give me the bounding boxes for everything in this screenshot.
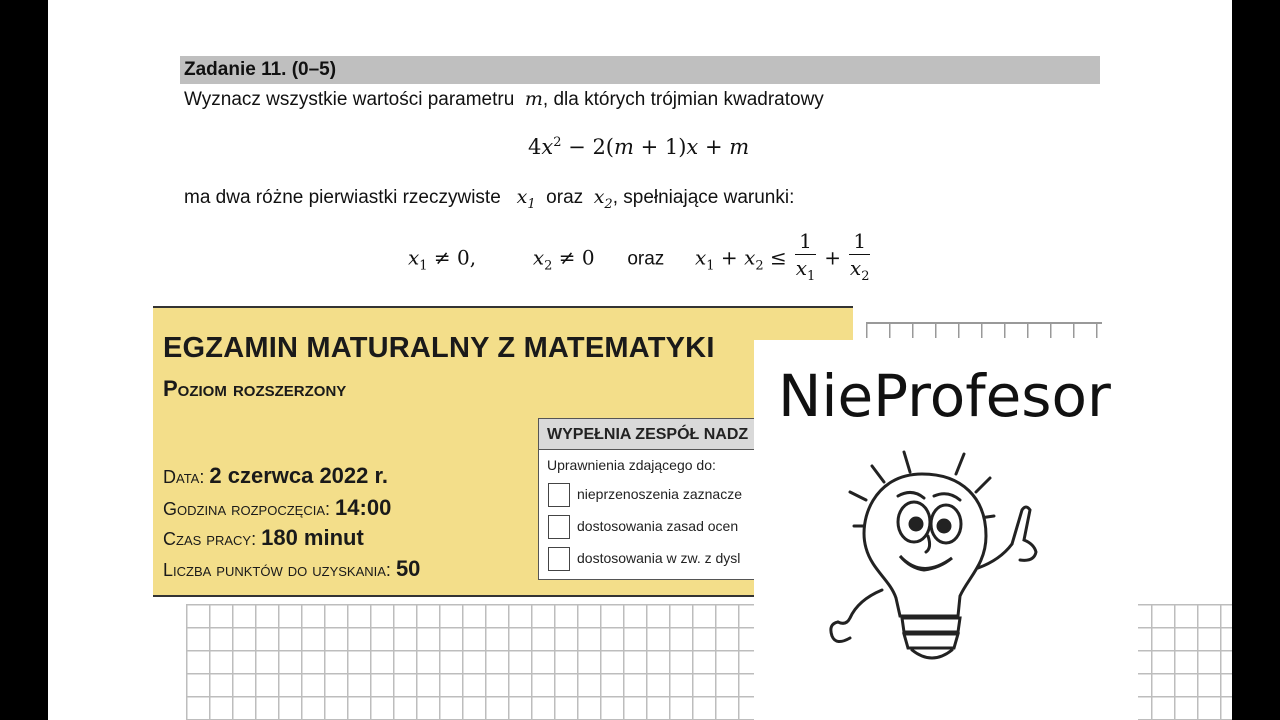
poly-lead: 4 [528, 135, 542, 159]
exam-duration: Czas pracy: 180 minut [163, 525, 364, 550]
logo-text: NieProfesor [778, 362, 1111, 430]
poly-plus: + [698, 135, 730, 159]
fraction-1-over-x1: $\frac{1}{x_1}$ [795, 229, 816, 284]
checkbox-1-label: nieprzenoszenia zaznacze [577, 486, 742, 502]
polynomial [528, 135, 749, 159]
supervisor-box-header: WYPEŁNIA ZESPÓŁ NADZ [539, 419, 839, 450]
exam-title: EGZAMIN MATURALNY Z MATEMATYKI [163, 332, 715, 364]
poly-m: m [614, 135, 634, 159]
poly-plus1: + 1) [633, 135, 687, 159]
poly-x: x [686, 135, 699, 159]
task-intro-a: Wyznacz wszystkie wartości parametru [184, 89, 515, 110]
poly-var: x [541, 135, 554, 159]
right-letterbox [1232, 0, 1280, 720]
cond-oraz: oraz [546, 187, 584, 208]
exam-date: Data: 2 czerwca 2022 r. [163, 463, 388, 488]
ineq-x2-ne0: ≠ 0 [552, 245, 595, 270]
left-letterbox [0, 0, 48, 720]
task-title: Zadanie 11. (0–5) [184, 59, 337, 80]
exam-start: Godzina rozpoczęcia: 14:00 [163, 495, 392, 520]
task-header [180, 56, 1100, 84]
x2: $x_2$ [593, 186, 613, 212]
answer-grid [186, 604, 756, 720]
task-intro [184, 88, 824, 111]
exam-points: Liczba punktów do uzyskania: 50 [163, 556, 421, 581]
ineq-le: ≤ [763, 245, 794, 270]
lightbulb-mascot-icon [754, 440, 1138, 720]
exam-level: Poziom rozszerzony [163, 376, 347, 401]
param-m: m [524, 88, 543, 110]
poly-last: m [729, 135, 750, 159]
exam-cover [153, 308, 853, 597]
grid-ticks [866, 322, 1102, 338]
checkbox-2[interactable] [548, 515, 570, 539]
checkbox-3[interactable] [548, 547, 570, 571]
cond-b: , spełniające warunki: [612, 187, 795, 208]
poly-mid: − 2( [561, 135, 614, 159]
poly-exp: 2 [553, 135, 562, 150]
ineq-x1-ne0: ≠ 0, [427, 245, 477, 270]
answer-grid-right [1128, 604, 1232, 720]
checkbox-1[interactable] [548, 483, 570, 507]
x1: $x_1$ [516, 186, 536, 212]
task-intro-b: , dla których trójmian kwadratowy [542, 89, 824, 110]
logo-card [754, 340, 1138, 720]
supervisor-box-line: Uprawnienia zdającego do: [547, 457, 716, 473]
inequality: $x_1 \ne 0$, $x_2 \ne 0$ oraz $x_1 + x_2$ ≤ $\frac{1}{x_1}$ + $\frac{1}{x_2}$ [408, 228, 872, 290]
cond-a: ma dwa różne pierwiastki rzeczywiste [184, 187, 501, 208]
checkbox-3-label: dostosowania w zw. z dysl [577, 550, 741, 566]
task-condition [184, 186, 794, 212]
checkbox-2-label: dostosowania zasad ocen [577, 518, 739, 534]
fraction-1-over-x2: $\frac{1}{x_2}$ [849, 229, 870, 284]
ineq-oraz: oraz [627, 248, 665, 270]
